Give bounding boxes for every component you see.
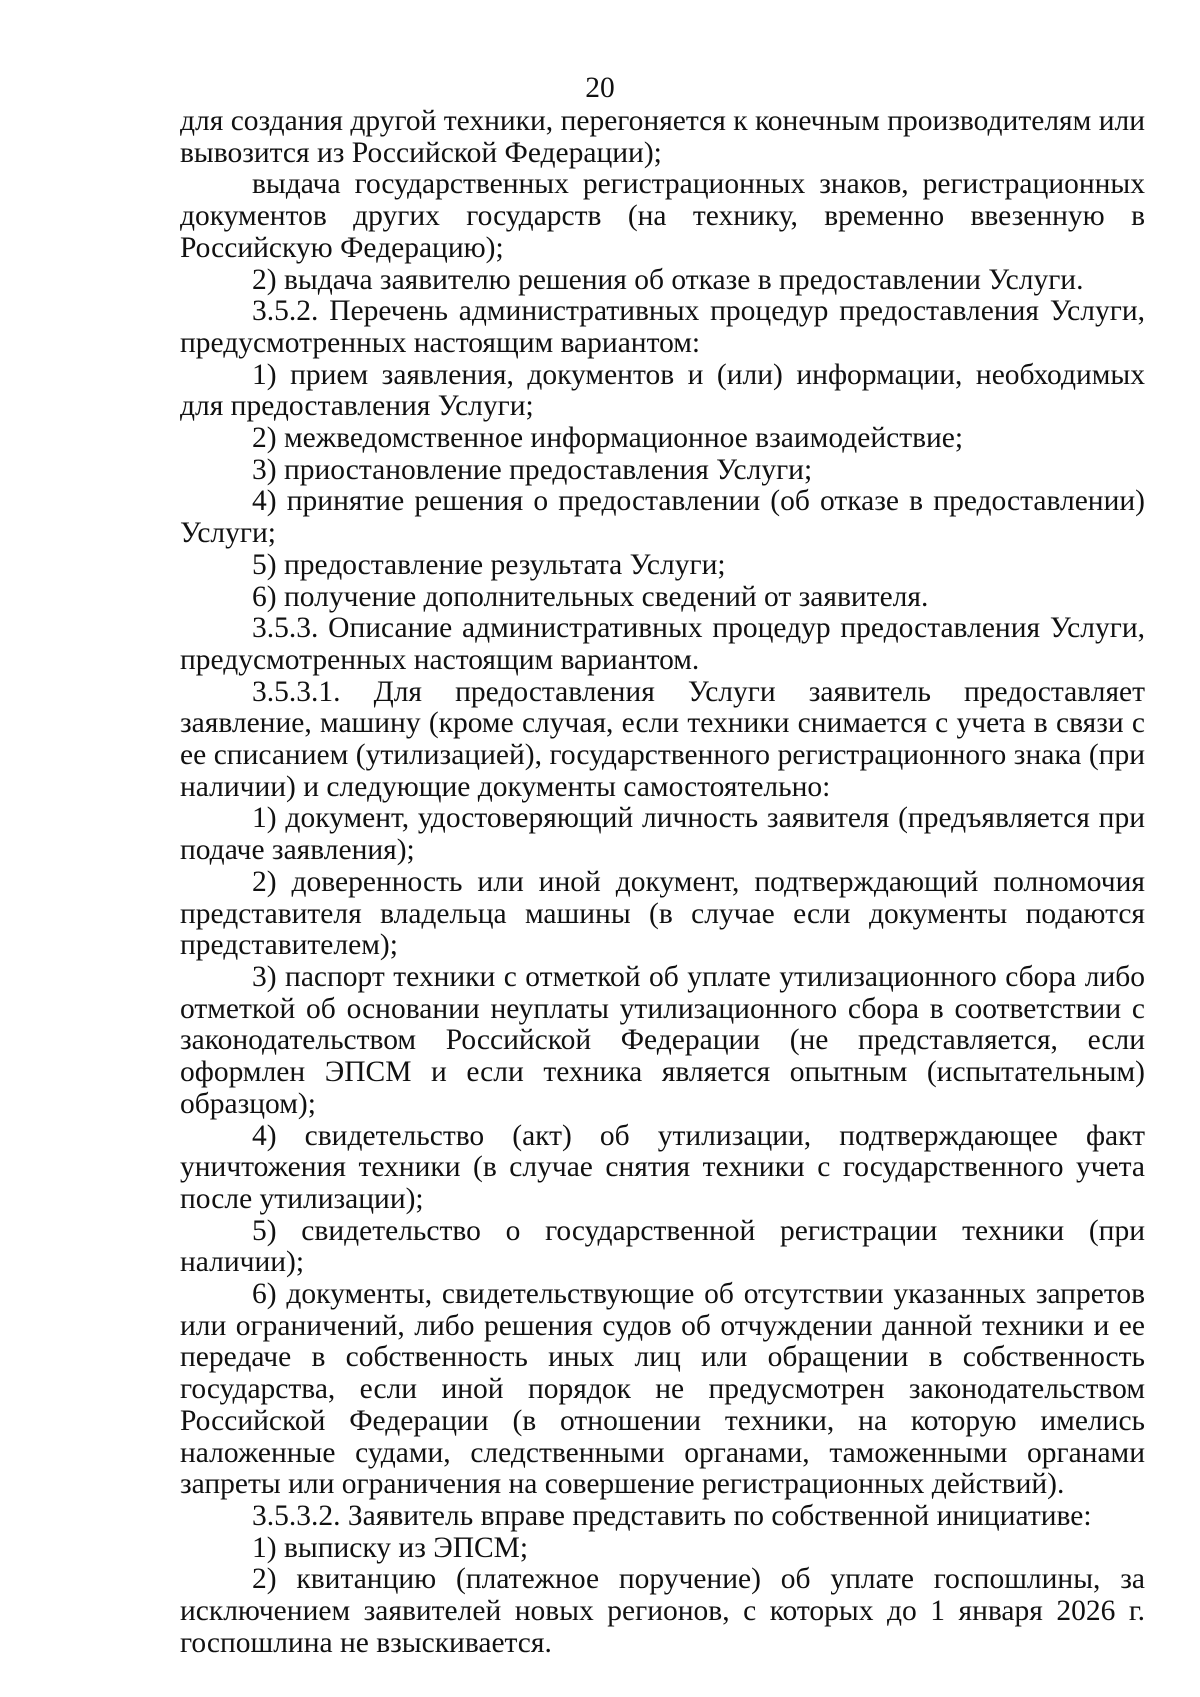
section-3-5-3-2: 3.5.3.2. Заявитель вправе представить по собственной инициативе: bbox=[252, 1499, 1092, 1532]
section-3-5-3-1: 3.5.3.1. Для предоставления Услуги заявитель предоставляет заявление, машину (кроме случая, если техники снимается с учета в связи с ее списанием (утилизацией), государственного регистрационного знака (при наличии) и следующие документы самостоятельно: bbox=[180, 675, 1145, 803]
list-item: 1) выписку из ЭПСМ; bbox=[252, 1531, 529, 1564]
list-item: 2) квитанцию (платежное поручение) об уплате госпошлины, за исключением заявителей новых регионов, с которых до 1 января 2026 г. госпошлина не взыскивается. bbox=[180, 1563, 1145, 1659]
list-item: 5) свидетельство о государственной регистрации техники (при наличии); bbox=[180, 1214, 1145, 1279]
list-item: 4) принятие решения о предоставлении (об отказе в предоставлении) Услуги; bbox=[180, 485, 1145, 550]
list-item: 3) приостановление предоставления Услуги; bbox=[252, 453, 813, 486]
page-number: 20 bbox=[585, 72, 615, 104]
paragraph: 2) выдача заявителю решения об отказе в предоставлении Услуги. bbox=[252, 263, 1084, 296]
list-item: 6) документы, свидетельствующие об отсутствии указанных запретов или ограничений, либо решения судов об отчуждении данной техники и ее передаче в собственность иных лиц или обращении в собственность государства, если иной порядок не предусмотрен законодательством Российской Федерации (в отношении техники, на которую имелись наложенные судами, следственными органами, таможенными органами запреты или ограничения на совершение регистрационных действий). bbox=[180, 1278, 1145, 1501]
section-3-5-3-heading: 3.5.3. Описание административных процедур предоставления Услуги, предусмотренных настоящим вариантом. bbox=[180, 612, 1145, 676]
list-item: 6) получение дополнительных сведений от заявителя. bbox=[252, 580, 929, 613]
list-item: 5) предоставление результата Услуги; bbox=[252, 548, 726, 581]
section-3-5-2-heading: 3.5.2. Перечень административных процедур предоставления Услуги, предусмотренных настоящим вариантом: bbox=[180, 295, 1145, 359]
list-item: 2) доверенность или иной документ, подтверждающий полномочия представителя владельца машины (в случае если документы подаются представителем); bbox=[180, 865, 1145, 962]
paragraph: для создания другой техники, перегоняется к конечным производителям или вывозится из Российской Федерации); bbox=[180, 105, 1145, 169]
list-item: 2) межведомственное информационное взаимодействие; bbox=[252, 422, 964, 455]
list-item: 4) свидетельство (акт) об утилизации, подтверждающее факт уничтожения техники (в случае снятия техники с государственного учета после утилизации); bbox=[180, 1119, 1145, 1215]
list-item: 3) паспорт техники с отметкой об уплате утилизационного сбора либо отметкой об основании неуплаты утилизационного сбора в соответствии с законодательством Российской Федерации (не представляется, если оформлен ЭПСМ и если техника является опытным (испытательным) образцом); bbox=[180, 960, 1145, 1120]
document-body bbox=[180, 106, 1145, 1659]
paragraph: выдача государственных регистрационных знаков, регистрационных документов других государств (на технику, временно ввезенную в Российскую Федерацию); bbox=[180, 168, 1145, 264]
list-item: 1) прием заявления, документов и (или) информации, необходимых для предоставления Услуги; bbox=[180, 358, 1145, 423]
list-item: 1) документ, удостоверяющий личность заявителя (предъявляется при подаче заявления); bbox=[180, 802, 1145, 867]
